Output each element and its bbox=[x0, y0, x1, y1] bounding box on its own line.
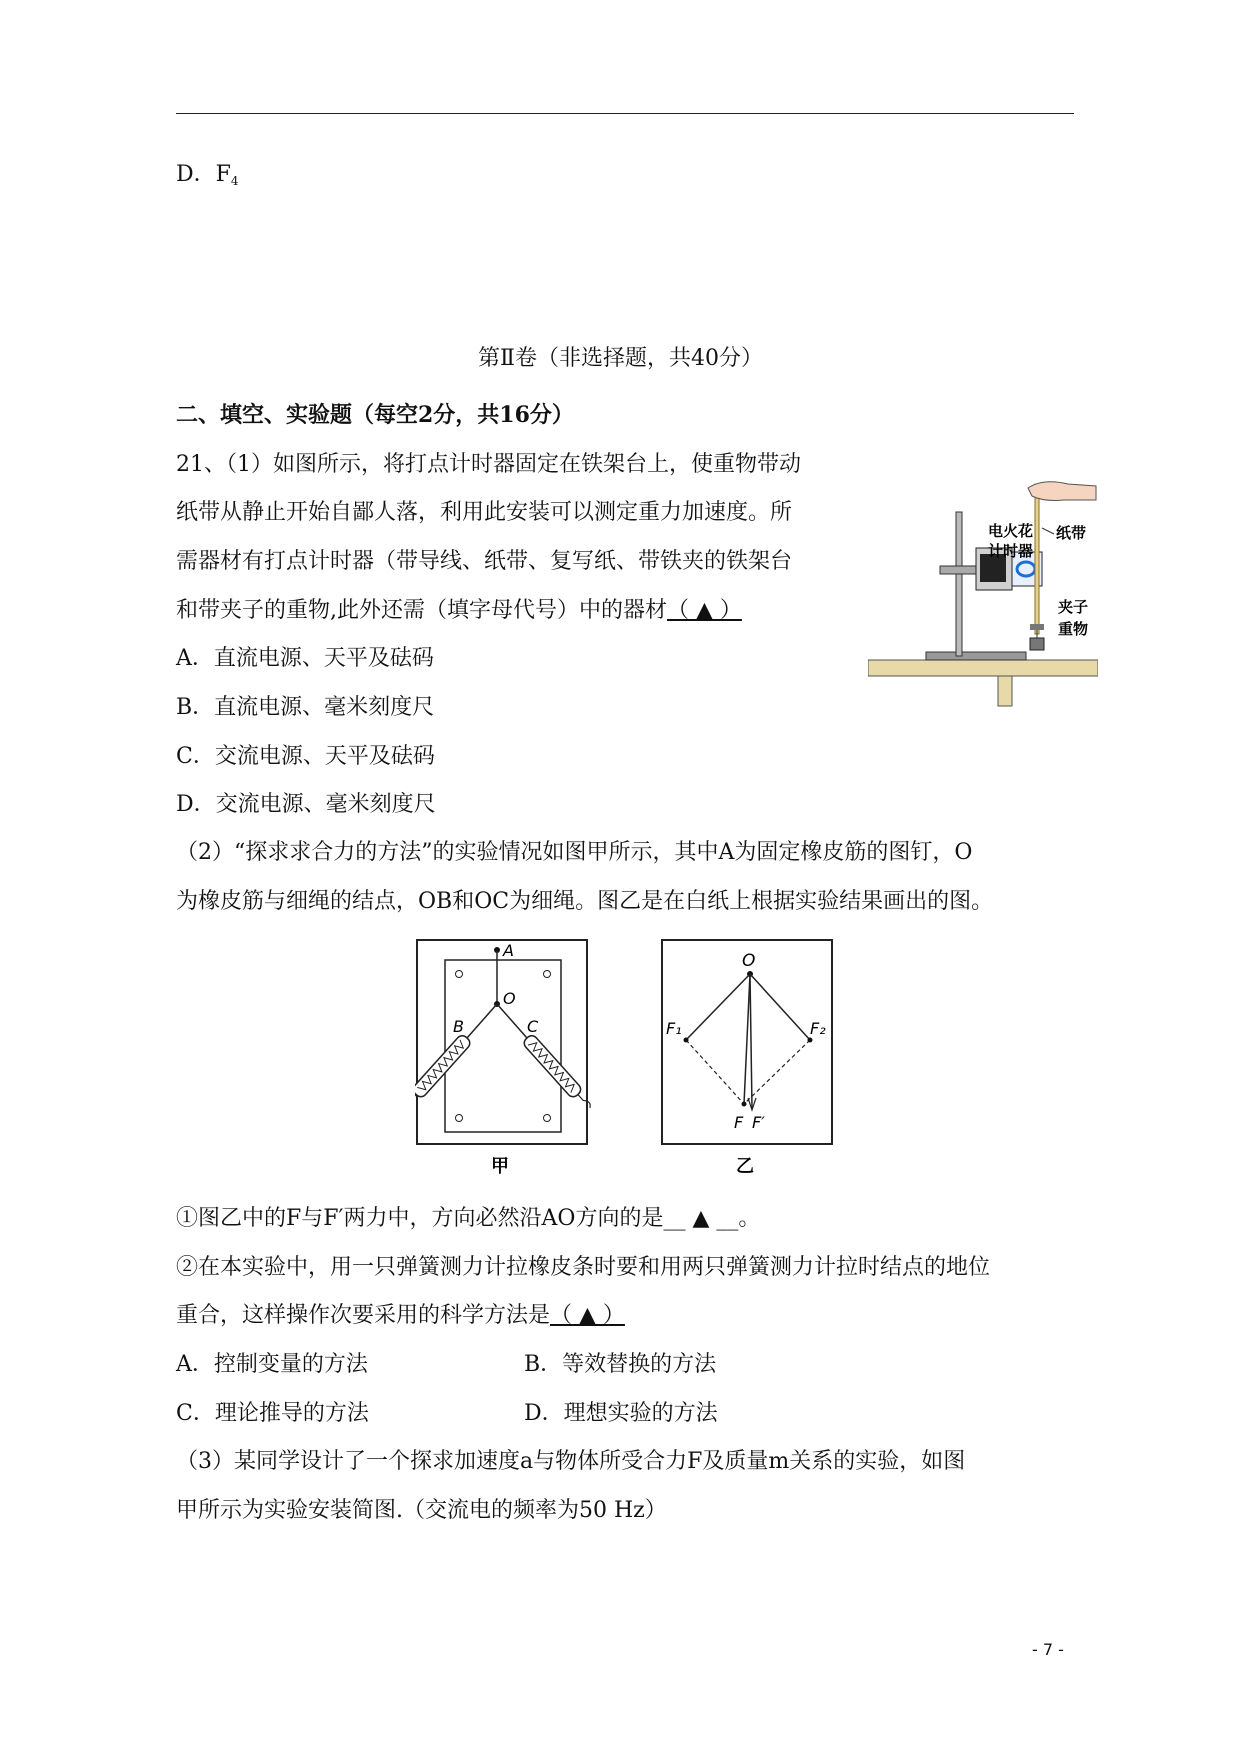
force-f-prime bbox=[750, 974, 752, 1108]
answer-blank: （ ▲ ） bbox=[550, 1303, 625, 1328]
q21-line-4: 和带夹子的重物,此外还需（填字母代号）中的器材（ ▲ ） bbox=[176, 598, 742, 623]
spring-scale-c bbox=[522, 1033, 595, 1112]
force-f1 bbox=[686, 974, 750, 1040]
label-f1: F₁ bbox=[666, 1019, 682, 1038]
sub2-option-b: B．等效替换的方法 bbox=[524, 1352, 717, 1377]
timer-apparatus-figure bbox=[868, 478, 1098, 708]
string-ob bbox=[467, 1004, 497, 1038]
q21-line-3: 需器材有打点计时器（带导线、纸带、复写纸、带铁夹的铁架台 bbox=[176, 549, 793, 574]
answer-blank: （ ▲ ） bbox=[667, 598, 742, 623]
clip bbox=[1030, 624, 1044, 630]
q21-option-c: C．交流电源、天平及砝码 bbox=[176, 744, 435, 769]
caption-yi: 乙 bbox=[736, 1156, 754, 1177]
sub-question-2-line-2: 重合，这样操作次要采用的科学方法是（ ▲ ） bbox=[176, 1303, 625, 1328]
timer-label-line1: 电火花 bbox=[988, 522, 1034, 540]
table-leg bbox=[998, 676, 1012, 706]
tape-label: 纸带 bbox=[1056, 524, 1087, 542]
label-c: C bbox=[527, 1017, 539, 1036]
sub2-option-c: C．理论推导的方法 bbox=[176, 1401, 369, 1426]
clip-label: 夹子 bbox=[1058, 598, 1089, 616]
table-top bbox=[868, 660, 1098, 676]
label-o: O bbox=[742, 951, 756, 971]
dash-right bbox=[744, 1040, 810, 1104]
stand-rod bbox=[956, 512, 962, 656]
answer-blank: __ ▲ __ bbox=[663, 1206, 739, 1231]
option-d-previous: D．$F_4$ bbox=[176, 162, 239, 188]
figure-yi bbox=[660, 938, 840, 1178]
label-o: O bbox=[503, 989, 516, 1008]
q21-p3-line-2: 甲所示为实验安装简图.（交流电的频率为50 Hz） bbox=[176, 1498, 667, 1523]
q21-option-a: A．直流电源、天平及砝码 bbox=[176, 646, 434, 671]
label-f2: F₂ bbox=[810, 1019, 826, 1038]
label-f: F bbox=[734, 1113, 744, 1132]
force-f2 bbox=[750, 974, 810, 1040]
hand-icon bbox=[1028, 482, 1096, 501]
force-f bbox=[744, 974, 750, 1104]
label-a: A bbox=[503, 941, 514, 960]
dash-left bbox=[686, 1040, 744, 1104]
iron-clamp bbox=[940, 566, 976, 574]
q21-option-d: D．交流电源、毫米刻度尺 bbox=[176, 792, 436, 817]
sub2-option-a: A．控制变量的方法 bbox=[176, 1352, 368, 1377]
q21-line-1: 21、（1）如图所示，将打点计时器固定在铁架台上，使重物带动 bbox=[176, 452, 801, 477]
q21-p3-line-1: （3）某同学设计了一个探求加速度a与物体所受合力F及质量m关系的实验，如图 bbox=[176, 1449, 966, 1474]
timer-label-line2: 计时器 bbox=[988, 542, 1034, 560]
header-rule bbox=[176, 113, 1074, 114]
sub2-option-d: D．理想实验的方法 bbox=[524, 1401, 718, 1426]
section-heading: 二、填空、实验题（每空2分，共16分） bbox=[176, 402, 574, 428]
stand-base bbox=[926, 652, 1026, 660]
spring-scale-b bbox=[415, 1033, 472, 1112]
sub-question-2-line-1: ②在本实验中，用一只弹簧测力计拉橡皮条时要和用两只弹簧测力计拉时结点的地位 bbox=[176, 1255, 991, 1280]
q21-option-b: B．直流电源、毫米刻度尺 bbox=[176, 695, 435, 720]
part-two-heading: 第Ⅱ卷（非选择题，共40分） bbox=[478, 346, 763, 371]
string-oc bbox=[497, 1004, 527, 1038]
q21-line-2: 纸带从静止开始自鄙人落，利用此安装可以测定重力加速度。所 bbox=[176, 500, 793, 525]
label-b: B bbox=[453, 1017, 464, 1036]
label-f-prime: F′ bbox=[752, 1113, 765, 1132]
q21-p2-line-1: （2）“探求求合力的方法”的实验情况如图甲所示，其中A为固定橡皮筋的图钉，O bbox=[176, 840, 973, 865]
figure-jia bbox=[415, 938, 595, 1178]
sub-question-1: ①图乙中的F与F′两力中，方向必然沿AO方向的是__ ▲ __。 bbox=[176, 1206, 761, 1231]
caption-jia: 甲 bbox=[491, 1156, 509, 1177]
page-number: - 7 - bbox=[1032, 1640, 1064, 1659]
weight bbox=[1030, 638, 1044, 650]
weight-label: 重物 bbox=[1058, 620, 1089, 638]
q21-p2-line-2: 为橡皮筋与细绳的结点，OB和OC为细绳。图乙是在白纸上根据实验结果画出的图。 bbox=[176, 889, 994, 914]
paper-tape bbox=[1035, 484, 1039, 634]
